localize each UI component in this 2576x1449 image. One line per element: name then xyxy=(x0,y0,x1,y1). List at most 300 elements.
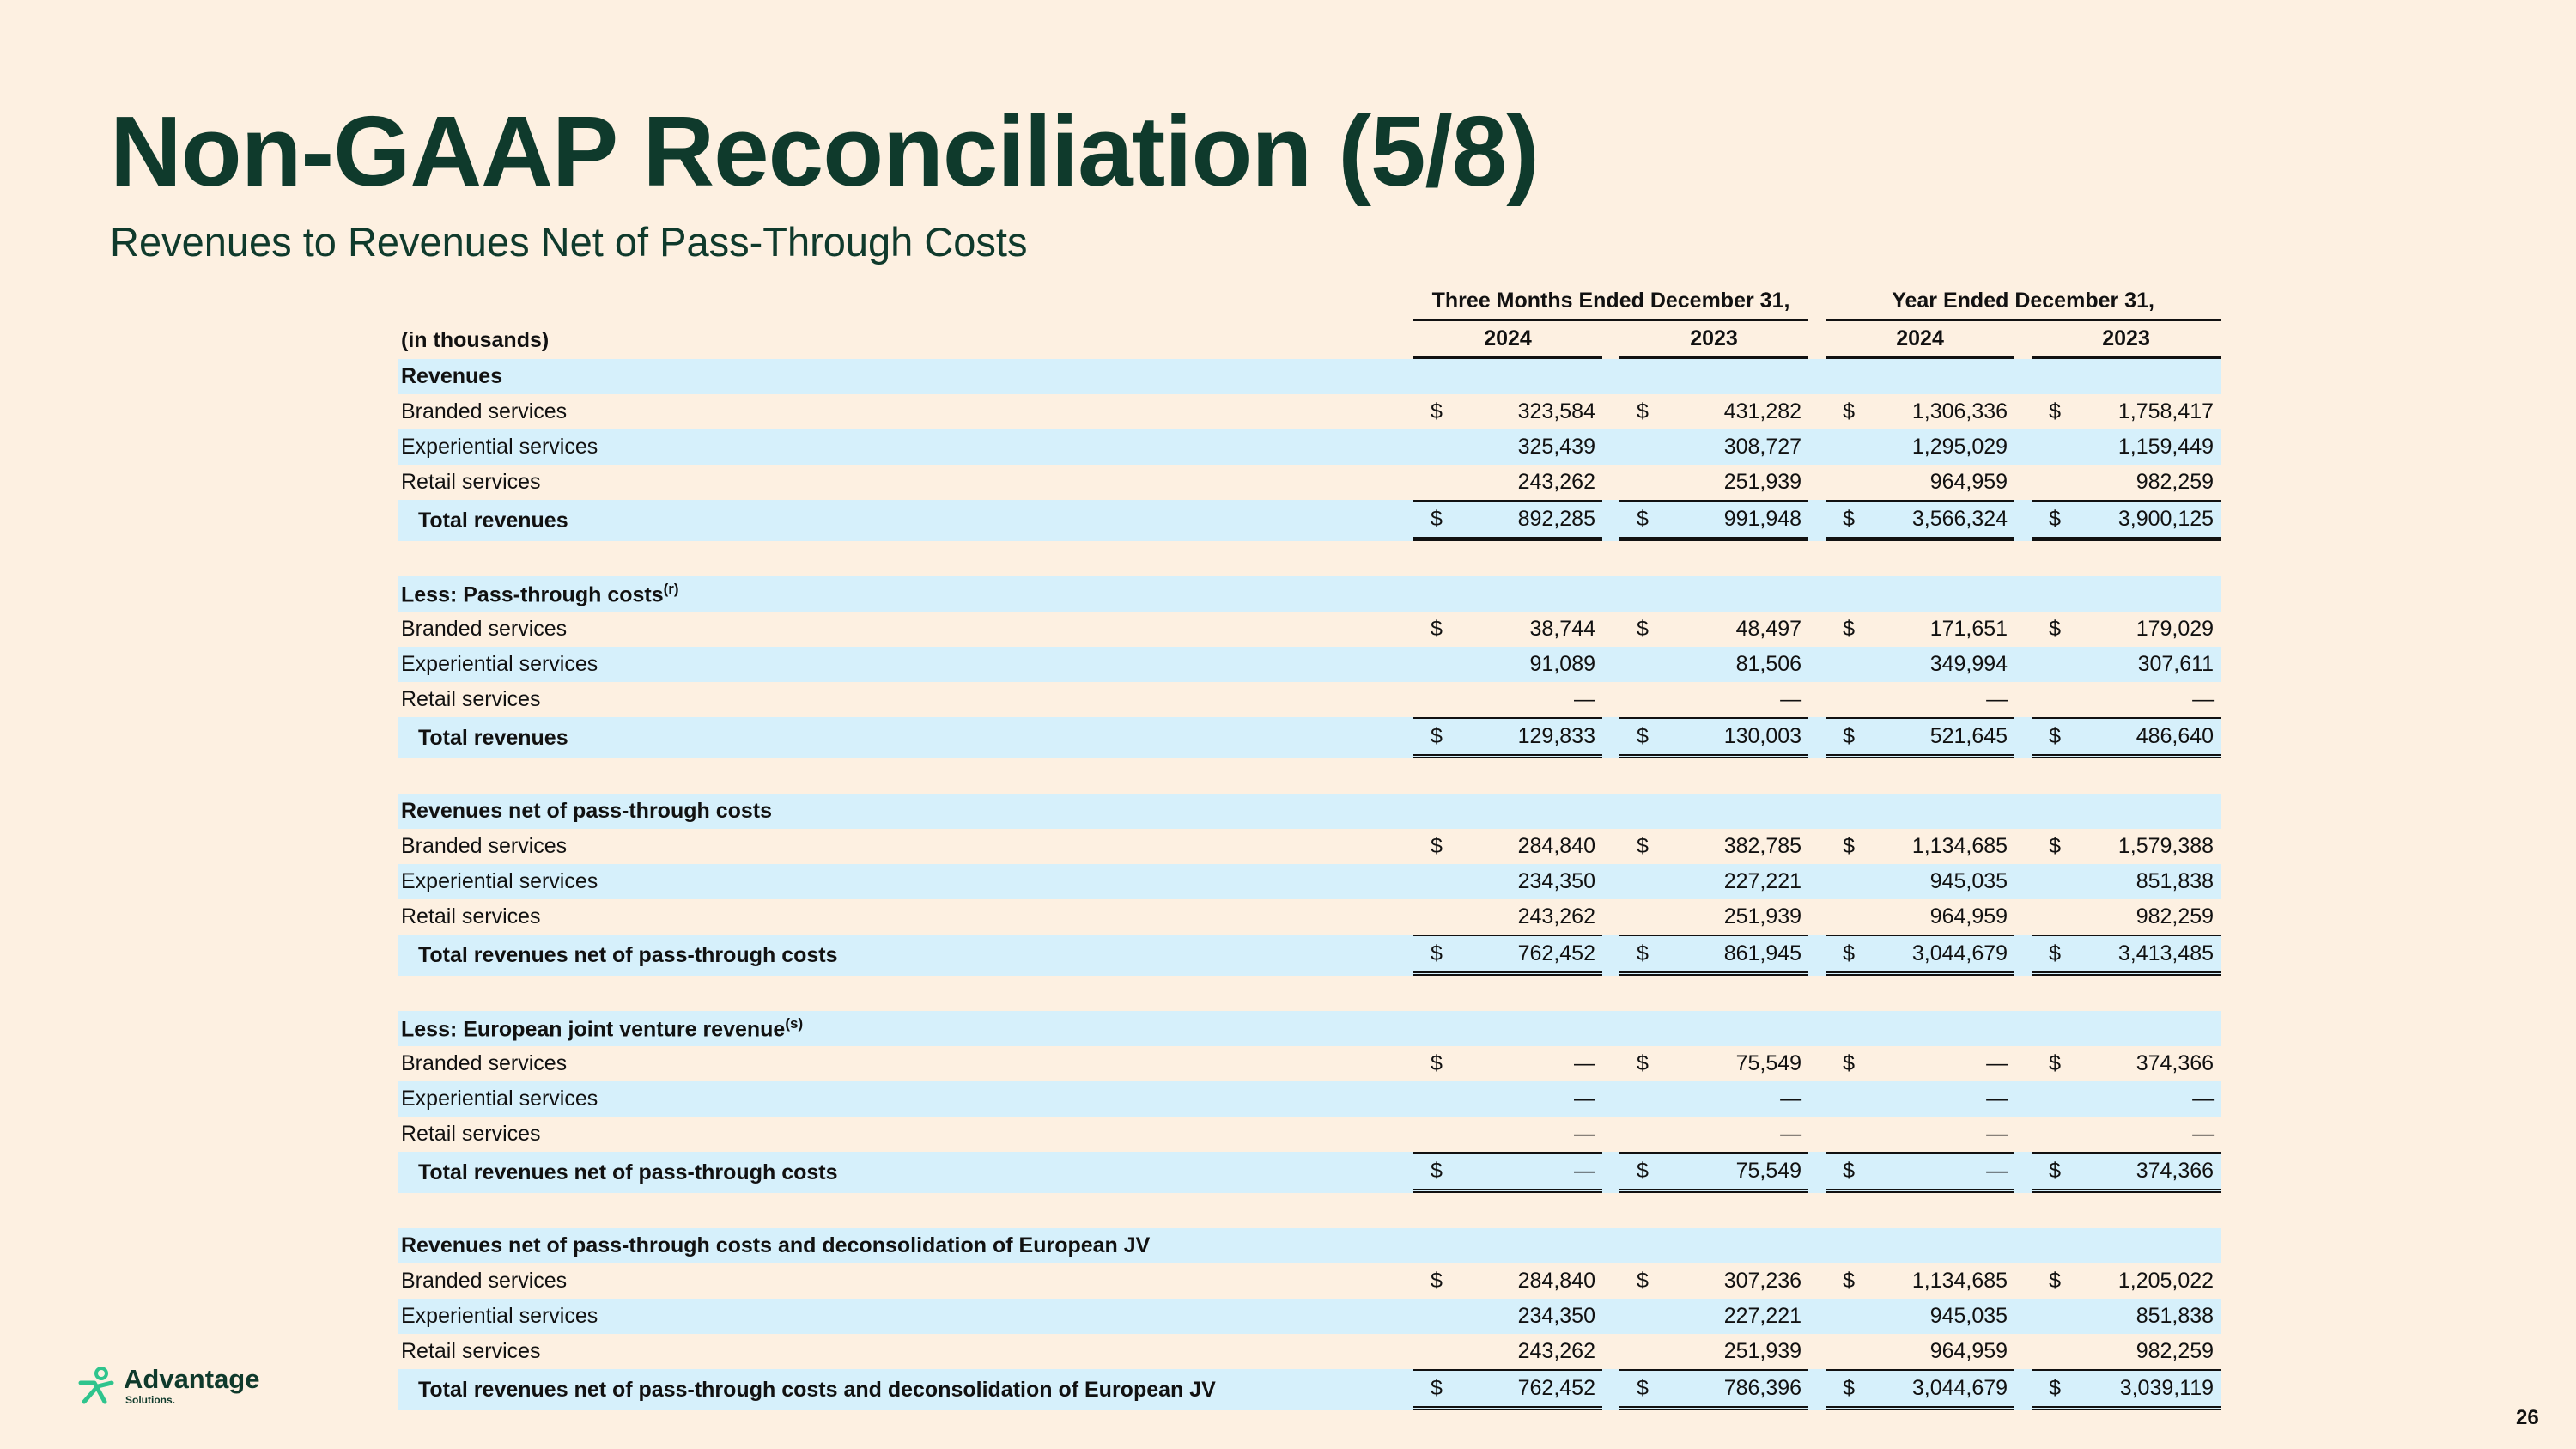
section-heading-row xyxy=(398,576,2221,612)
row-label: Branded services xyxy=(401,1269,568,1293)
table-row xyxy=(398,1334,2221,1369)
row-label: Retail services xyxy=(401,687,541,711)
gap-cell xyxy=(1602,1081,1619,1117)
value-cell: 243,262 xyxy=(1517,1339,1595,1363)
dollar-sign: $ xyxy=(1431,1269,1443,1293)
table-row xyxy=(398,864,2221,899)
empty-cell xyxy=(1645,576,1808,612)
dollar-sign xyxy=(1619,1299,1645,1334)
section-heading xyxy=(398,1011,1413,1046)
dollar-sign xyxy=(1619,682,1645,717)
empty-cell xyxy=(1602,794,1619,829)
dollar-sign xyxy=(1826,1299,1851,1334)
value-cell: 851,838 xyxy=(2057,864,2221,899)
value-cell: 251,939 xyxy=(1723,470,1802,494)
dollar-sign xyxy=(1413,1334,1439,1369)
gap-cell xyxy=(2014,864,2032,899)
empty-cell xyxy=(1439,794,1602,829)
total-row xyxy=(398,1369,2221,1410)
value-cell: 762,452 xyxy=(1439,935,1602,976)
dollar-sign: $ xyxy=(1843,1051,1855,1075)
dollar-sign: $ xyxy=(1843,1269,1855,1293)
reconciliation-table xyxy=(398,283,2221,1410)
dollar-sign: $ xyxy=(2049,1269,2061,1293)
dollar-sign xyxy=(1413,864,1439,899)
dollar-sign xyxy=(1826,682,1851,717)
section-heading-row xyxy=(398,1228,2221,1263)
gap-cell xyxy=(1602,935,1619,976)
table-row xyxy=(398,1081,2221,1117)
dollar-sign xyxy=(1619,1334,1645,1369)
section-heading xyxy=(398,1228,1413,1263)
dollar-sign: $ xyxy=(1826,717,1851,758)
dollar-sign xyxy=(1826,1117,1851,1152)
dollar-sign xyxy=(1413,465,1439,500)
table-row xyxy=(398,1299,2221,1334)
section-heading xyxy=(398,576,1413,612)
dollar-sign xyxy=(1413,1117,1439,1152)
empty-cell xyxy=(2057,576,2221,612)
table-row xyxy=(398,1046,2221,1081)
value-cell: 382,785 xyxy=(1723,834,1802,858)
value-cell: 38,744 xyxy=(1529,617,1595,641)
value-cell: — xyxy=(1574,687,1595,711)
dollar-sign xyxy=(1619,429,1645,465)
dollar-sign: $ xyxy=(2032,1152,2057,1193)
dollar-sign: $ xyxy=(1619,1152,1645,1193)
row-label: Branded services xyxy=(401,617,568,641)
value-cell: 851,838 xyxy=(2057,1299,2221,1334)
value-cell: 982,259 xyxy=(2136,1339,2215,1363)
dollar-sign xyxy=(1619,647,1645,682)
value-cell: 227,221 xyxy=(1645,1299,1808,1334)
value-cell: — xyxy=(1986,687,2008,711)
empty-cell xyxy=(2057,794,2221,829)
value-cell: 861,945 xyxy=(1645,935,1808,976)
empty-cell xyxy=(2032,576,2057,612)
spacer-cell xyxy=(398,976,2221,1011)
gap-cell xyxy=(1602,899,1619,935)
dollar-sign: $ xyxy=(1619,500,1645,541)
value-cell: 1,134,685 xyxy=(1911,834,2008,858)
empty-cell xyxy=(2014,576,2032,612)
value-cell: 1,579,388 xyxy=(2117,834,2215,858)
value-cell: 374,366 xyxy=(2136,1051,2215,1075)
gap-cell xyxy=(1602,500,1619,541)
gap-cell xyxy=(1808,1299,1826,1334)
empty-cell xyxy=(1413,1011,1439,1046)
value-cell: 1,134,685 xyxy=(1911,1269,2008,1293)
section-heading-text: Revenues net of pass-through costs and deconsolidation of European JV xyxy=(401,1233,1151,1257)
value-cell: 179,029 xyxy=(2136,617,2215,641)
value-cell: 945,035 xyxy=(1851,1299,2014,1334)
value-cell: 3,566,324 xyxy=(1851,500,2014,541)
dollar-sign: $ xyxy=(1619,935,1645,976)
empty-cell xyxy=(1851,359,2014,394)
table-row xyxy=(398,1117,2221,1152)
row-label: Experiential services xyxy=(398,429,1413,465)
dollar-sign xyxy=(1619,1117,1645,1152)
reconciliation-table-container xyxy=(398,283,2215,1410)
dollar-sign: $ xyxy=(1431,834,1443,858)
footnote-marker: (r) xyxy=(663,580,679,597)
gap-cell xyxy=(2014,612,2032,647)
gap-cell xyxy=(1808,1334,1826,1369)
value-cell: 284,840 xyxy=(1517,834,1595,858)
value-cell: 227,221 xyxy=(1645,864,1808,899)
empty-cell xyxy=(2014,359,2032,394)
page-title: Non-GAAP Reconciliation (5/8) xyxy=(110,95,1539,207)
gap-cell xyxy=(1602,1369,1619,1410)
value-cell: 130,003 xyxy=(1645,717,1808,758)
empty-cell xyxy=(2032,1228,2057,1263)
section-heading xyxy=(398,794,1413,829)
value-cell: 374,366 xyxy=(2057,1152,2221,1193)
value-cell: — xyxy=(1439,1081,1602,1117)
empty-cell xyxy=(2014,1011,2032,1046)
header-three-months: Three Months Ended December 31, xyxy=(1413,283,1808,321)
empty-cell xyxy=(1645,1228,1808,1263)
table-row xyxy=(398,647,2221,682)
gap-cell xyxy=(1808,394,1826,429)
dollar-sign xyxy=(2032,682,2057,717)
value-cell: 234,350 xyxy=(1439,864,1602,899)
gap-cell xyxy=(1808,864,1826,899)
value-cell: 243,262 xyxy=(1517,470,1595,494)
value-cell: 1,295,029 xyxy=(1851,429,2014,465)
dollar-sign: $ xyxy=(1843,617,1855,641)
value-cell: — xyxy=(1851,1152,2014,1193)
dollar-sign: $ xyxy=(2032,1369,2057,1410)
value-cell: 307,236 xyxy=(1723,1269,1802,1293)
dollar-sign: $ xyxy=(1826,1369,1851,1410)
empty-cell xyxy=(1645,359,1808,394)
total-label: Total revenues net of pass-through costs and deconsolidation of European JV xyxy=(398,1369,1413,1410)
dollar-sign: $ xyxy=(2049,1051,2061,1075)
value-cell: 243,262 xyxy=(1517,904,1595,928)
empty-cell xyxy=(1645,1011,1808,1046)
gap-cell xyxy=(1602,1299,1619,1334)
value-cell: 3,044,679 xyxy=(1851,1369,2014,1410)
table-row xyxy=(398,465,2221,500)
value-cell: 234,350 xyxy=(1439,1299,1602,1334)
empty-cell xyxy=(1413,1228,1439,1263)
dollar-sign xyxy=(1619,1081,1645,1117)
value-cell: 48,497 xyxy=(1735,617,1802,641)
value-cell: 75,549 xyxy=(1735,1051,1802,1075)
value-cell: 786,396 xyxy=(1645,1369,1808,1410)
empty-cell xyxy=(1808,794,1826,829)
gap-cell xyxy=(2014,1081,2032,1117)
gap-cell xyxy=(2014,394,2032,429)
value-cell: 3,413,485 xyxy=(2057,935,2221,976)
dollar-sign xyxy=(1826,647,1851,682)
dollar-sign: $ xyxy=(1413,500,1439,541)
total-row xyxy=(398,717,2221,758)
total-label: Total revenues xyxy=(398,500,1413,541)
dollar-sign: $ xyxy=(1843,834,1855,858)
gap-cell xyxy=(1602,1263,1619,1299)
header-year-q-2024: 2024 xyxy=(1413,321,1602,359)
value-cell: 91,089 xyxy=(1439,647,1602,682)
dollar-sign xyxy=(1826,429,1851,465)
gap-cell xyxy=(1808,647,1826,682)
header-group-row xyxy=(398,283,2221,321)
row-label: Branded services xyxy=(401,399,568,423)
value-cell: 284,840 xyxy=(1517,1269,1595,1293)
spacer-row xyxy=(398,976,2221,1011)
empty-cell xyxy=(1851,1228,2014,1263)
value-cell: 945,035 xyxy=(1851,864,2014,899)
footnote-marker: (s) xyxy=(785,1014,804,1032)
dollar-sign xyxy=(2032,647,2057,682)
total-row xyxy=(398,1152,2221,1193)
gap-cell xyxy=(2014,1117,2032,1152)
dollar-sign xyxy=(2032,465,2057,500)
gap-cell xyxy=(1808,465,1826,500)
value-cell: 171,651 xyxy=(1929,617,2008,641)
value-cell: 1,758,417 xyxy=(2117,399,2215,423)
row-label: Retail services xyxy=(401,904,541,928)
gap-cell xyxy=(2014,1263,2032,1299)
value-cell: 1,159,449 xyxy=(2057,429,2221,465)
value-cell: 323,584 xyxy=(1517,399,1595,423)
gap-cell xyxy=(1602,1152,1619,1193)
gap-cell xyxy=(1808,500,1826,541)
spacer-row xyxy=(398,1193,2221,1228)
gap-cell xyxy=(1602,429,1619,465)
value-cell: 982,259 xyxy=(2136,904,2215,928)
value-cell: — xyxy=(1780,1122,1802,1146)
value-cell: — xyxy=(1986,1122,2008,1146)
value-cell: — xyxy=(1851,1081,2014,1117)
gap-cell xyxy=(1602,465,1619,500)
table-row xyxy=(398,612,2221,647)
page-subtitle: Revenues to Revenues Net of Pass-Through Costs xyxy=(110,219,1028,265)
gap-cell xyxy=(2014,899,2032,935)
empty-cell xyxy=(2057,1228,2221,1263)
value-cell: 81,506 xyxy=(1645,647,1808,682)
gap-cell xyxy=(1808,1369,1826,1410)
total-label: Total revenues xyxy=(398,717,1413,758)
dollar-sign xyxy=(2032,1299,2057,1334)
dollar-sign: $ xyxy=(2049,399,2061,423)
empty-cell xyxy=(1439,1228,1602,1263)
empty-cell xyxy=(1413,576,1439,612)
header-year-fy-2024: 2024 xyxy=(1826,321,2014,359)
empty-cell xyxy=(1602,576,1619,612)
table-row xyxy=(398,394,2221,429)
row-label: Branded services xyxy=(401,834,568,858)
gap-cell xyxy=(1808,935,1826,976)
spacer-cell xyxy=(398,1193,2221,1228)
dollar-sign xyxy=(1413,647,1439,682)
value-cell: — xyxy=(1986,1051,2008,1075)
gap-cell xyxy=(1602,612,1619,647)
gap-cell xyxy=(1808,612,1826,647)
empty-cell xyxy=(2032,794,2057,829)
empty-cell xyxy=(2014,794,2032,829)
dollar-sign xyxy=(2032,1081,2057,1117)
gap-cell xyxy=(2014,1334,2032,1369)
section-heading-row xyxy=(398,1011,2221,1046)
dollar-sign xyxy=(1826,899,1851,935)
value-cell: 964,959 xyxy=(1929,1339,2008,1363)
gap-cell xyxy=(1808,429,1826,465)
dollar-sign: $ xyxy=(1619,717,1645,758)
dollar-sign xyxy=(1413,1299,1439,1334)
empty-cell xyxy=(1619,576,1645,612)
value-cell: 521,645 xyxy=(1851,717,2014,758)
value-cell: 892,285 xyxy=(1439,500,1602,541)
empty-cell xyxy=(2057,1011,2221,1046)
empty-cell xyxy=(2014,1228,2032,1263)
value-cell: 964,959 xyxy=(1929,470,2008,494)
dollar-sign: $ xyxy=(1637,399,1649,423)
gap-cell xyxy=(1808,1046,1826,1081)
dollar-sign: $ xyxy=(1413,1152,1439,1193)
logo-subtext: Solutions. xyxy=(125,1394,175,1406)
gap-cell xyxy=(2014,935,2032,976)
gap-cell xyxy=(2014,1046,2032,1081)
gap-cell xyxy=(1808,829,1826,864)
empty-cell xyxy=(1413,794,1439,829)
value-cell: — xyxy=(1574,1051,1595,1075)
row-label: Experiential services xyxy=(398,864,1413,899)
value-cell: 486,640 xyxy=(2057,717,2221,758)
gap-cell xyxy=(1808,1081,1826,1117)
dollar-sign xyxy=(1413,682,1439,717)
gap-cell xyxy=(2014,717,2032,758)
gap-cell xyxy=(1602,864,1619,899)
total-row xyxy=(398,935,2221,976)
dollar-sign xyxy=(2032,864,2057,899)
section-heading-row xyxy=(398,794,2221,829)
table-row xyxy=(398,429,2221,465)
empty-cell xyxy=(1851,1011,2014,1046)
advantage-solutions-logo xyxy=(76,1366,282,1409)
dollar-sign: $ xyxy=(1637,1051,1649,1075)
empty-cell xyxy=(1826,794,1851,829)
dollar-sign xyxy=(2032,429,2057,465)
section-heading-text: Less: European joint venture revenue xyxy=(401,1017,786,1042)
value-cell: — xyxy=(2057,1081,2221,1117)
dollar-sign xyxy=(1826,1081,1851,1117)
value-cell: — xyxy=(1780,687,1802,711)
value-cell: 762,452 xyxy=(1439,1369,1602,1410)
header-year-fy-2023: 2023 xyxy=(2032,321,2221,359)
dollar-sign: $ xyxy=(1431,1051,1443,1075)
spacer-cell xyxy=(398,758,2221,794)
empty-cell xyxy=(1619,359,1645,394)
dollar-sign: $ xyxy=(2032,500,2057,541)
table-row xyxy=(398,682,2221,717)
dollar-sign: $ xyxy=(1637,834,1649,858)
section-heading xyxy=(398,359,1413,394)
gap-cell xyxy=(1602,829,1619,864)
dollar-sign xyxy=(1413,1081,1439,1117)
row-label: Branded services xyxy=(401,1051,568,1075)
total-label: Total revenues net of pass-through costs xyxy=(398,1152,1413,1193)
value-cell: 964,959 xyxy=(1929,904,2008,928)
dollar-sign xyxy=(2032,899,2057,935)
dollar-sign: $ xyxy=(1431,617,1443,641)
empty-cell xyxy=(1808,1228,1826,1263)
dollar-sign: $ xyxy=(1619,1369,1645,1410)
value-cell: — xyxy=(2192,1122,2215,1146)
empty-cell xyxy=(1439,359,1602,394)
value-cell: 75,549 xyxy=(1645,1152,1808,1193)
row-label: Experiential services xyxy=(398,1299,1413,1334)
value-cell: 349,994 xyxy=(1851,647,2014,682)
row-label: Experiential services xyxy=(398,1081,1413,1117)
row-label: Retail services xyxy=(401,1339,541,1363)
gap-cell xyxy=(2014,647,2032,682)
table-row xyxy=(398,1263,2221,1299)
spacer-row xyxy=(398,758,2221,794)
empty-cell xyxy=(2032,359,2057,394)
gap-cell xyxy=(1602,394,1619,429)
empty-cell xyxy=(1826,359,1851,394)
dollar-sign: $ xyxy=(2032,717,2057,758)
value-cell: — xyxy=(1645,1081,1808,1117)
empty-cell xyxy=(1602,359,1619,394)
empty-cell xyxy=(2057,359,2221,394)
value-cell: — xyxy=(1439,1152,1602,1193)
dollar-sign: $ xyxy=(2049,834,2061,858)
gap-cell xyxy=(2014,1299,2032,1334)
dollar-sign xyxy=(1619,465,1645,500)
dollar-sign xyxy=(1826,465,1851,500)
page-number: 26 xyxy=(2516,1406,2539,1429)
section-heading-text: Less: Pass-through costs xyxy=(401,582,664,607)
spacer-row xyxy=(398,541,2221,576)
empty-cell xyxy=(2032,1011,2057,1046)
value-cell: 991,948 xyxy=(1645,500,1808,541)
total-row xyxy=(398,500,2221,541)
empty-cell xyxy=(1851,794,2014,829)
header-year-row xyxy=(398,321,2221,359)
gap-cell xyxy=(1808,1263,1826,1299)
value-cell: 251,939 xyxy=(1723,1339,1802,1363)
gap-cell xyxy=(1602,1117,1619,1152)
empty-cell xyxy=(1808,576,1826,612)
section-heading-row xyxy=(398,359,2221,394)
dollar-sign: $ xyxy=(1826,500,1851,541)
dollar-sign xyxy=(1619,899,1645,935)
gap-cell xyxy=(1808,717,1826,758)
empty-cell xyxy=(1619,1228,1645,1263)
empty-cell xyxy=(1808,359,1826,394)
dollar-sign xyxy=(1826,1334,1851,1369)
gap-cell xyxy=(1602,647,1619,682)
row-label: Retail services xyxy=(401,470,541,494)
gap-cell xyxy=(1602,1334,1619,1369)
dollar-sign: $ xyxy=(1826,935,1851,976)
empty-cell xyxy=(1826,1228,1851,1263)
gap-cell xyxy=(2014,500,2032,541)
dollar-sign xyxy=(2032,1117,2057,1152)
empty-cell xyxy=(1826,576,1851,612)
dollar-sign xyxy=(1413,429,1439,465)
empty-cell xyxy=(1602,1228,1619,1263)
dollar-sign: $ xyxy=(1826,1152,1851,1193)
gap-cell xyxy=(2014,829,2032,864)
dollar-sign: $ xyxy=(2032,935,2057,976)
spacer-cell xyxy=(398,541,2221,576)
gap-cell xyxy=(1808,1117,1826,1152)
gap-cell xyxy=(2014,1152,2032,1193)
